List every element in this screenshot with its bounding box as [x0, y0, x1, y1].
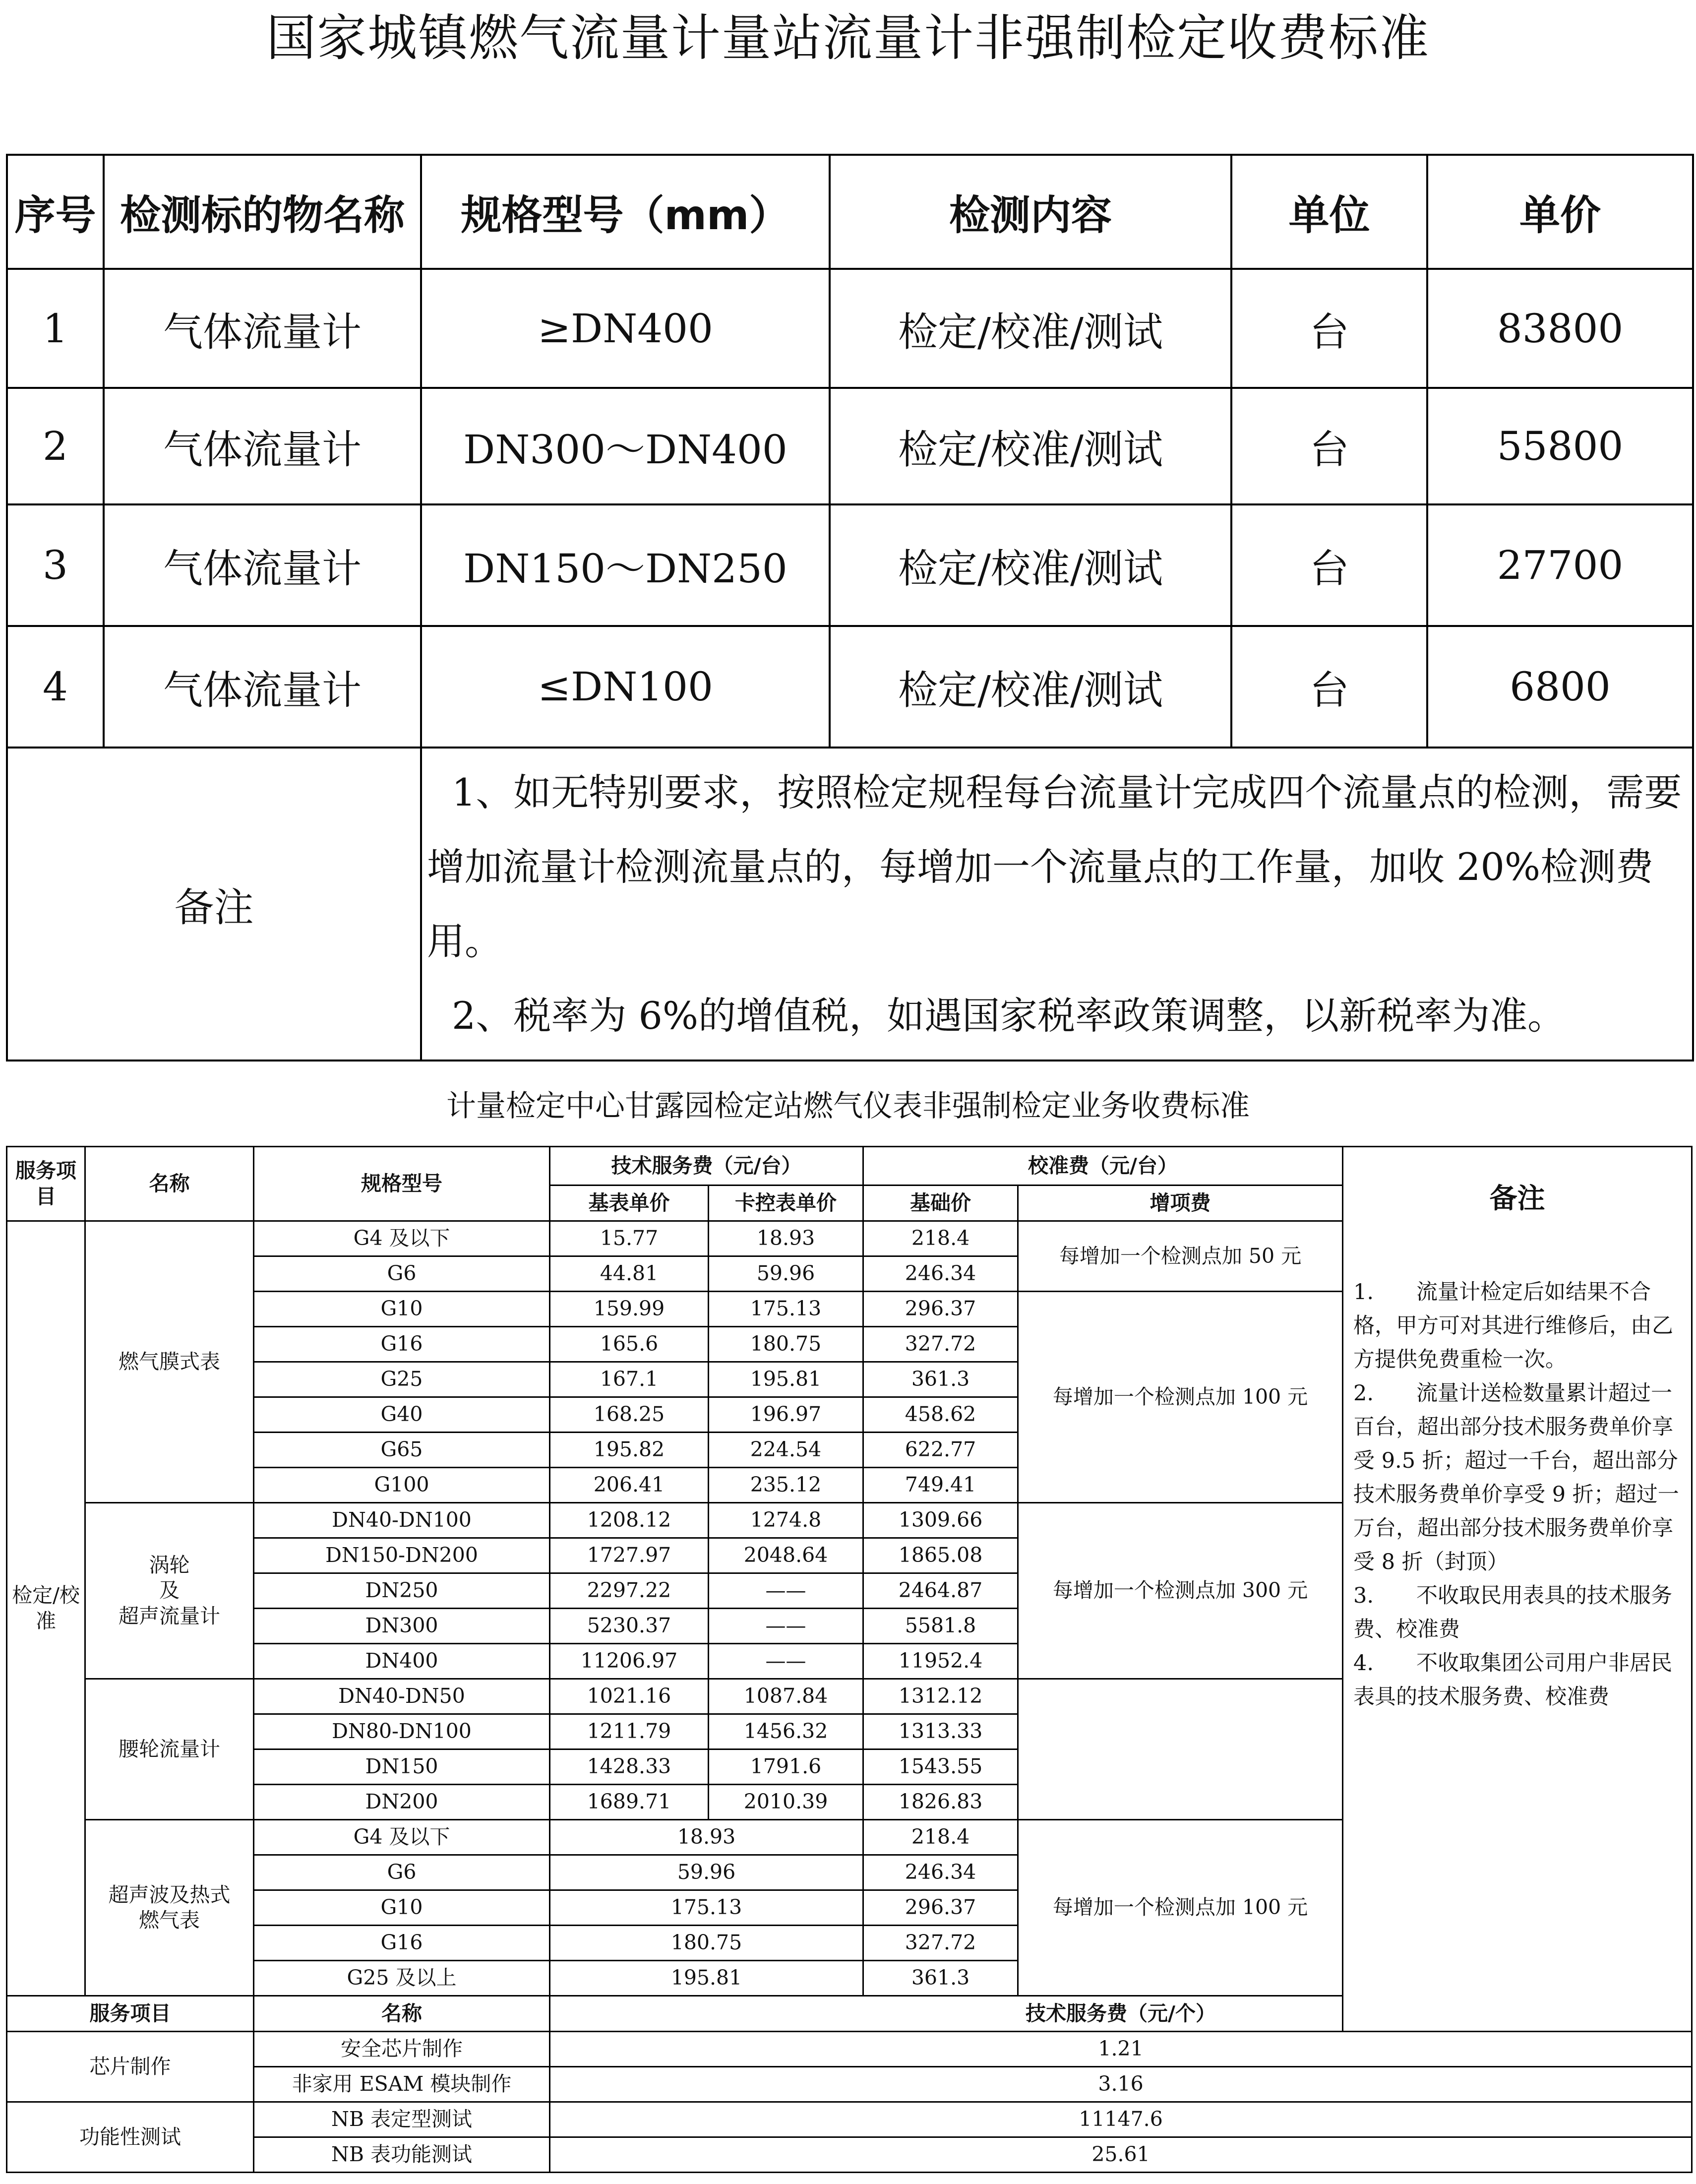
group-turbine — [85, 1503, 254, 1679]
cell-ic-unit: 195.81 — [709, 1362, 863, 1397]
service-calibration-label: 检定/校准 — [12, 1583, 80, 1633]
cell-item-name: 气体流量计 — [104, 504, 421, 626]
table-row — [7, 504, 1693, 626]
cell-item-name: 气体流量计 — [104, 626, 421, 748]
cell-fee: 3.16 — [550, 2067, 1692, 2102]
col-header-item-name: 检测标的物名称 — [104, 155, 421, 269]
cell-base-price: 1312.12 — [863, 1679, 1018, 1714]
cell-base-price: 1313.33 — [863, 1714, 1018, 1749]
notes-label: 备注 — [7, 748, 421, 1061]
notes-body — [421, 748, 1693, 1061]
cell-spec: G10 — [254, 1292, 550, 1327]
cell-spec: ≥DN400 — [421, 269, 830, 388]
col-header-unit: 单位 — [1231, 155, 1427, 269]
cell-base-price: 1543.55 — [863, 1749, 1018, 1785]
cell-ic-unit: 224.54 — [709, 1433, 863, 1468]
cell-spec: DN80-DN100 — [254, 1714, 550, 1749]
cell-ic-unit: —— — [709, 1573, 863, 1609]
cell-spec: G10 — [254, 1890, 550, 1926]
cell-spec: DN400 — [254, 1644, 550, 1679]
cell-ic-unit: 175.13 — [709, 1292, 863, 1327]
bottom-header-fee: 技术服务费（元/个） — [550, 1996, 1692, 2032]
cell-base-price: 296.37 — [863, 1292, 1018, 1327]
cell-extra-fee: 每增加一个检测点加 300 元 — [1018, 1503, 1343, 1679]
remark-4: 4. 不收取集团公司用户非居民表具的技术服务费、校准费 — [1353, 1651, 1673, 1709]
cell-spec: G6 — [254, 1855, 550, 1890]
cell-base-unit: 1211.79 — [550, 1714, 709, 1749]
cell-ic-unit: 1456.32 — [709, 1714, 863, 1749]
cell-spec: G100 — [254, 1468, 550, 1503]
note-2: 2、税率为 6%的增值税，如遇国家税率政策调整，以新税率为准。 — [452, 993, 1566, 1038]
table-row — [7, 2102, 1692, 2137]
cell-spec: G4 及以下 — [254, 1221, 550, 1256]
cell-content: 检定/校准/测试 — [830, 626, 1231, 748]
cell-spec: DN40-DN50 — [254, 1679, 550, 1714]
remark-2: 2. 流量计送检数量累计超过一百台，超出部分技术服务费单价享受 9.5 折；超过一千台，超出部分技术服务费单价享受 9 折；超过一万台，超出部分技术服务费单价享受 8 折（封顶） — [1353, 1381, 1679, 1574]
cell-base-price: 296.37 — [863, 1890, 1018, 1926]
cell-ic-unit: 196.97 — [709, 1397, 863, 1433]
cell-unit: 台 — [1231, 626, 1427, 748]
cell-extra-fee: 每增加一个检测点加 100 元 — [1018, 1820, 1343, 1996]
cell-base-unit: 1208.12 — [550, 1503, 709, 1538]
cell-price: 83800 — [1427, 269, 1693, 388]
col-header-cal-fee: 校准费（元/台） — [863, 1147, 1343, 1186]
cell-base-unit: 1428.33 — [550, 1749, 709, 1785]
cell-base-unit: 167.1 — [550, 1362, 709, 1397]
col-header-extra: 增项费 — [1018, 1186, 1343, 1221]
group-ultrasonic-line-2: 燃气表 — [139, 1908, 200, 1932]
cell-spec: DN300 — [254, 1609, 550, 1644]
cell-fee: 25.61 — [550, 2137, 1692, 2173]
service-calibration — [7, 1221, 85, 1996]
cell-base-unit: 5230.37 — [550, 1609, 709, 1644]
cell-no: 3 — [7, 504, 104, 626]
cell-base-price: 458.62 — [863, 1397, 1018, 1433]
service-function-test: 功能性测试 — [7, 2102, 254, 2173]
cell-base-unit: 2297.22 — [550, 1573, 709, 1609]
table-row — [7, 626, 1693, 748]
cell-base-unit: 44.81 — [550, 1256, 709, 1292]
col-header-price: 单价 — [1427, 155, 1693, 269]
cell-tech-fee: 175.13 — [550, 1890, 863, 1926]
col-header-name: 名称 — [85, 1147, 254, 1221]
cell-base-price: 218.4 — [863, 1820, 1018, 1855]
group-turbine-line-1: 涡轮 — [149, 1553, 190, 1577]
cell-base-price: 361.3 — [863, 1961, 1018, 1996]
note-1: 1、如无特别要求，按照检定规程每台流量计完成四个流量点的检测，需要增加流量计检测流量点的，每增加一个流量点的工作量，加收 20%检测费用。 — [427, 770, 1682, 963]
col-header-tech-fee: 技术服务费（元/台） — [550, 1147, 863, 1186]
cell-content: 检定/校准/测试 — [830, 504, 1231, 626]
cell-base-price: 622.77 — [863, 1433, 1018, 1468]
col-header-base-price: 基础价 — [863, 1186, 1018, 1221]
cell-base-price: 1865.08 — [863, 1538, 1018, 1573]
page-title: 国家城镇燃气流量计量站流量计非强制检定收费标准 — [266, 9, 1430, 67]
cell-base-price: 246.34 — [863, 1256, 1018, 1292]
cell-base-price: 749.41 — [863, 1468, 1018, 1503]
group-roots: 腰轮流量计 — [85, 1679, 254, 1820]
cell-base-unit: 195.82 — [550, 1433, 709, 1468]
cell-base-unit: 168.25 — [550, 1397, 709, 1433]
cell-ic-unit: 18.93 — [709, 1221, 863, 1256]
service-chip: 芯片制作 — [7, 2032, 254, 2102]
col-header-spec: 规格型号 — [254, 1147, 550, 1221]
cell-tech-fee: 180.75 — [550, 1926, 863, 1961]
cell-spec: G25 — [254, 1362, 550, 1397]
cell-extra-fee: 每增加一个检测点加 100 元 — [1018, 1292, 1343, 1503]
cell-base-unit: 1727.97 — [550, 1538, 709, 1573]
fee-table-flowmeter — [6, 154, 1694, 1061]
cell-spec: ≤DN100 — [421, 626, 830, 748]
cell-base-unit: 1689.71 — [550, 1785, 709, 1820]
cell-tech-fee: 18.93 — [550, 1820, 863, 1855]
remarks-title: 备注 — [1489, 1183, 1545, 1215]
cell-spec: DN40-DN100 — [254, 1503, 550, 1538]
cell-tech-fee: 59.96 — [550, 1855, 863, 1890]
cell-spec: G6 — [254, 1256, 550, 1292]
cell-name: NB 表功能测试 — [254, 2137, 550, 2173]
cell-spec: DN150-DN200 — [254, 1538, 550, 1573]
cell-ic-unit: 1791.6 — [709, 1749, 863, 1785]
cell-spec: DN200 — [254, 1785, 550, 1820]
cell-base-price: 361.3 — [863, 1362, 1018, 1397]
cell-spec: G16 — [254, 1926, 550, 1961]
cell-spec: G65 — [254, 1433, 550, 1468]
table-row — [7, 388, 1693, 504]
cell-ic-unit: —— — [709, 1609, 863, 1644]
remarks-cell — [1343, 1147, 1692, 2032]
group-turbine-line-3: 超声流量计 — [119, 1604, 220, 1628]
cell-name: 非家用 ESAM 模块制作 — [254, 2067, 550, 2102]
bottom-header-service: 服务项目 — [7, 1996, 254, 2032]
group-ultrasonic-line-1: 超声波及热式 — [108, 1882, 231, 1907]
cell-base-price: 246.34 — [863, 1855, 1018, 1890]
cell-spec: G16 — [254, 1327, 550, 1362]
remark-3: 3. 不收取民用表具的技术服务费、校准费 — [1353, 1583, 1673, 1642]
cell-content: 检定/校准/测试 — [830, 388, 1231, 504]
cell-no: 4 — [7, 626, 104, 748]
cell-spec: DN150 — [254, 1749, 550, 1785]
cell-base-unit: 206.41 — [550, 1468, 709, 1503]
cell-base-price: 218.4 — [863, 1221, 1018, 1256]
cell-ic-unit: 235.12 — [709, 1468, 863, 1503]
col-header-service: 服务项目 — [7, 1147, 85, 1221]
cell-base-unit: 1021.16 — [550, 1679, 709, 1714]
cell-fee: 1.21 — [550, 2032, 1692, 2067]
cell-ic-unit: 1274.8 — [709, 1503, 863, 1538]
section-title: 计量检定中心甘露园检定站燃气仪表非强制检定业务收费标准 — [446, 1089, 1250, 1123]
table-row — [7, 2137, 1692, 2173]
cell-unit: 台 — [1231, 388, 1427, 504]
cell-no: 1 — [7, 269, 104, 388]
cell-base-unit: 165.6 — [550, 1327, 709, 1362]
cell-base-price: 1309.66 — [863, 1503, 1018, 1538]
cell-spec: DN150～DN250 — [421, 504, 830, 626]
cell-base-price: 11952.4 — [863, 1644, 1018, 1679]
cell-spec: G40 — [254, 1397, 550, 1433]
cell-base-unit: 11206.97 — [550, 1644, 709, 1679]
group-ultrasonic — [85, 1820, 254, 1996]
cell-item-name: 气体流量计 — [104, 388, 421, 504]
bottom-header-name: 名称 — [254, 1996, 550, 2032]
cell-ic-unit: 2010.39 — [709, 1785, 863, 1820]
col-header-no: 序号 — [7, 155, 104, 269]
cell-extra-fee: 每增加一个检测点加 50 元 — [1018, 1221, 1343, 1292]
cell-base-price: 5581.8 — [863, 1609, 1018, 1644]
table-row — [7, 269, 1693, 388]
cell-base-price: 327.72 — [863, 1926, 1018, 1961]
group-turbine-line-2: 及 — [159, 1578, 180, 1603]
cell-spec: DN250 — [254, 1573, 550, 1609]
table-row — [7, 2067, 1692, 2102]
cell-item-name: 气体流量计 — [104, 269, 421, 388]
cell-ic-unit: —— — [709, 1644, 863, 1679]
cell-ic-unit: 59.96 — [709, 1256, 863, 1292]
cell-price: 55800 — [1427, 388, 1693, 504]
cell-price: 27700 — [1427, 504, 1693, 626]
table-header-row — [7, 1996, 1692, 2032]
col-header-base-unit: 基表单价 — [550, 1186, 709, 1221]
notes-row — [7, 748, 1693, 1061]
table-header-row — [7, 155, 1693, 269]
cell-ic-unit: 1087.84 — [709, 1679, 863, 1714]
cell-base-price: 1826.83 — [863, 1785, 1018, 1820]
col-header-content: 检测内容 — [830, 155, 1231, 269]
cell-spec: DN300～DN400 — [421, 388, 830, 504]
cell-fee: 11147.6 — [550, 2102, 1692, 2137]
col-header-spec: 规格型号（mm） — [421, 155, 830, 269]
remark-1: 1. 流量计检定后如结果不合格，甲方可对其进行维修后，由乙方提供免费重检一次。 — [1353, 1280, 1674, 1372]
cell-name: 安全芯片制作 — [254, 2032, 550, 2067]
cell-base-price: 327.72 — [863, 1327, 1018, 1362]
cell-no: 2 — [7, 388, 104, 504]
col-header-ic-unit: 卡控表单价 — [709, 1186, 863, 1221]
cell-price: 6800 — [1427, 626, 1693, 748]
cell-name: NB 表定型测试 — [254, 2102, 550, 2137]
cell-unit: 台 — [1231, 504, 1427, 626]
cell-ic-unit: 180.75 — [709, 1327, 863, 1362]
cell-spec: G4 及以下 — [254, 1820, 550, 1855]
cell-base-unit: 159.99 — [550, 1292, 709, 1327]
group-diaphragm: 燃气膜式表 — [85, 1221, 254, 1503]
table-header-row — [7, 1147, 1692, 1186]
cell-spec: G25 及以上 — [254, 1961, 550, 1996]
table-row — [7, 2032, 1692, 2067]
cell-unit: 台 — [1231, 269, 1427, 388]
fee-table-gas-meter — [6, 1146, 1693, 2173]
cell-tech-fee: 195.81 — [550, 1961, 863, 1996]
cell-base-unit: 15.77 — [550, 1221, 709, 1256]
cell-content: 检定/校准/测试 — [830, 269, 1231, 388]
cell-base-price: 2464.87 — [863, 1573, 1018, 1609]
cell-ic-unit: 2048.64 — [709, 1538, 863, 1573]
